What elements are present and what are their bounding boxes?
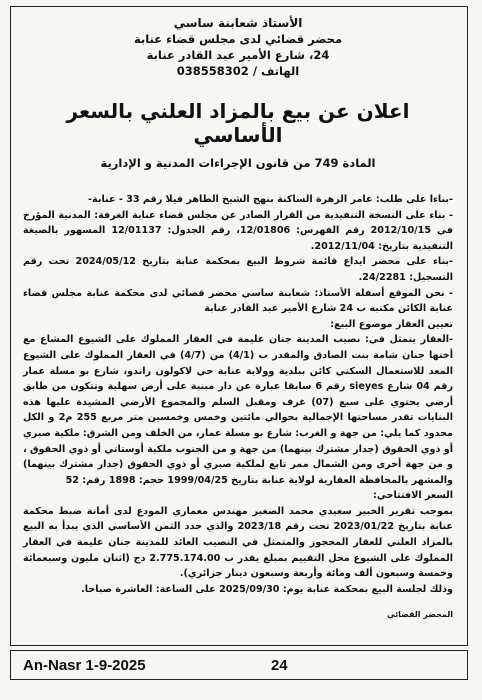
court-decision-paragraph: - بناء على النسخة التنفيذية من القرار الصادر عن مجلس قضاء عنابة الغرفة: المدنية المؤرخ في 2012/10/15 رقم الفهرس: 12/01806، رقم الجدول: 12/01137 المسهور بالصيغة التنفيذية بتاريخ: 2012/11/04.	[23, 209, 453, 252]
legal-reference: المادة 749 من قانون الإجراءات المدنية و الإدارية	[100, 156, 376, 170]
phone-label: الهاتف /	[252, 64, 300, 78]
sale-conditions-paragraph: -بناء على محضر ايداع قائمة شروط البيع بمحكمة عنابة بتاريخ 2024/05/12 تحت رقم التسجيل: 24/2281.	[23, 256, 453, 283]
property-heading: تعيين العقار موضوع البيع:	[330, 318, 453, 330]
auction-date-paragraph: وذلك لجلسة البيع بمحكمة عنابة يوم: 2025/09/30 على الساعة: العاشرة صباحا.	[81, 583, 453, 595]
publication-date: An-Nasr 1-9-2025	[23, 656, 146, 674]
bailiff-name: الأستاذ شعابنة ساسي	[173, 16, 303, 30]
phone-number: 038558302	[176, 64, 249, 78]
opening-price-heading: السعر الافتتاحي:	[373, 490, 453, 502]
announcement-headline: اعلان عن بيع بالمزاد العلني بالسعر الأساسي	[66, 99, 410, 147]
bailiff-header	[23, 15, 453, 79]
bailiff-phone-line	[23, 63, 453, 79]
property-description: -العقار يتمثل في: نصيب المدينة جنان عليمة في العقار المملوك على الشيوع المشاع مع أختها جنان شامة بنت الصادق والمقدر ب (4/1) من (4/7) في العقار المملوك على الشيوع المعد للاستعمال السكني كائن ببلدية وولاية عنابة حي لاكولون راندو، شارع بو مسلة عمار رقم 04 شارع sieyes رقم 6 سابقا عبارة عن دار مبنية على أرض سهلية وتتكون من طابق أرضي يحتوي على سبع (07) غرف ومقبل السلم والمجموع الأرضي المشيدة عليها هذه البنايات تقدر مساحتها الإجمالية بحوالي مائتين وخمس وخمسين متر مربع 255 م2 و الكل محدود كما يلي: من جهة و الغرب: شارع بو مسلة عمار، من الخلف ومن الشرق: ملكية صبري أو ذوي الحقوق (جدار مشترك بينهما) من جهة و من الجنوب ملكية أوستاتي أو ذوي الحقوق ، و من جهة أخرى ومن الشمال ممر تابع لملكية صبري أو ذوي الحقوق (جدار مشترك بينهما) والمشهر بالمحافظة العقارية لولاية عنابة بتاريخ 1999/04/25 حجم: 1898 رقم: 52	[22, 334, 454, 486]
bailiff-title: محضر قضائي لدى مجلس قضاء عنابة	[133, 32, 343, 46]
announcement-box	[10, 6, 468, 646]
bailiff-paragraph: - نحن الموقع أسفله الأستاذ: شعابنة ساسي محضر قضائي لدى محكمة عنابة مجلس قضاء عنابة الكائن مكتبه ب 24 شارع الأمير عبد القادر عنابة	[23, 287, 453, 315]
signature: المحضر القضائي	[386, 610, 453, 620]
announcement-body	[23, 192, 453, 623]
requester-paragraph: -بناءا على طلب: عامر الزهرة الساكنة بنهج الشيخ الطاهر فيلا رقم 33 - عنابة-	[88, 194, 453, 205]
page-footer	[10, 650, 468, 680]
bailiff-address: 24، شارع الأمير عبد القادر عنابة	[146, 48, 330, 62]
page-number: 24	[270, 656, 288, 674]
valuation-paragraph: بموجب تقرير الخبير سعيدي محمد الصغير مهندس معماري المودع لدى أمانة ضبط محكمة عنابة بتاريخ 2023/01/22 تحت رقم 2023/18 والذي حدد الثمن الأساسي الذي يبدأ به البيع بالمزاد العلني للعقار المحجوز والمتمثل في النصيب العائد للمدينة جنان عليمة في العقار المملوك على الشيوع محل التقييم بمبلغ يقدر ب 2.775.174.00 دج (اثنان مليون وسبعمائة وخمسة وسبعون ألف ومائة وأربعة وسبعون دينار جزائري).	[23, 505, 453, 580]
